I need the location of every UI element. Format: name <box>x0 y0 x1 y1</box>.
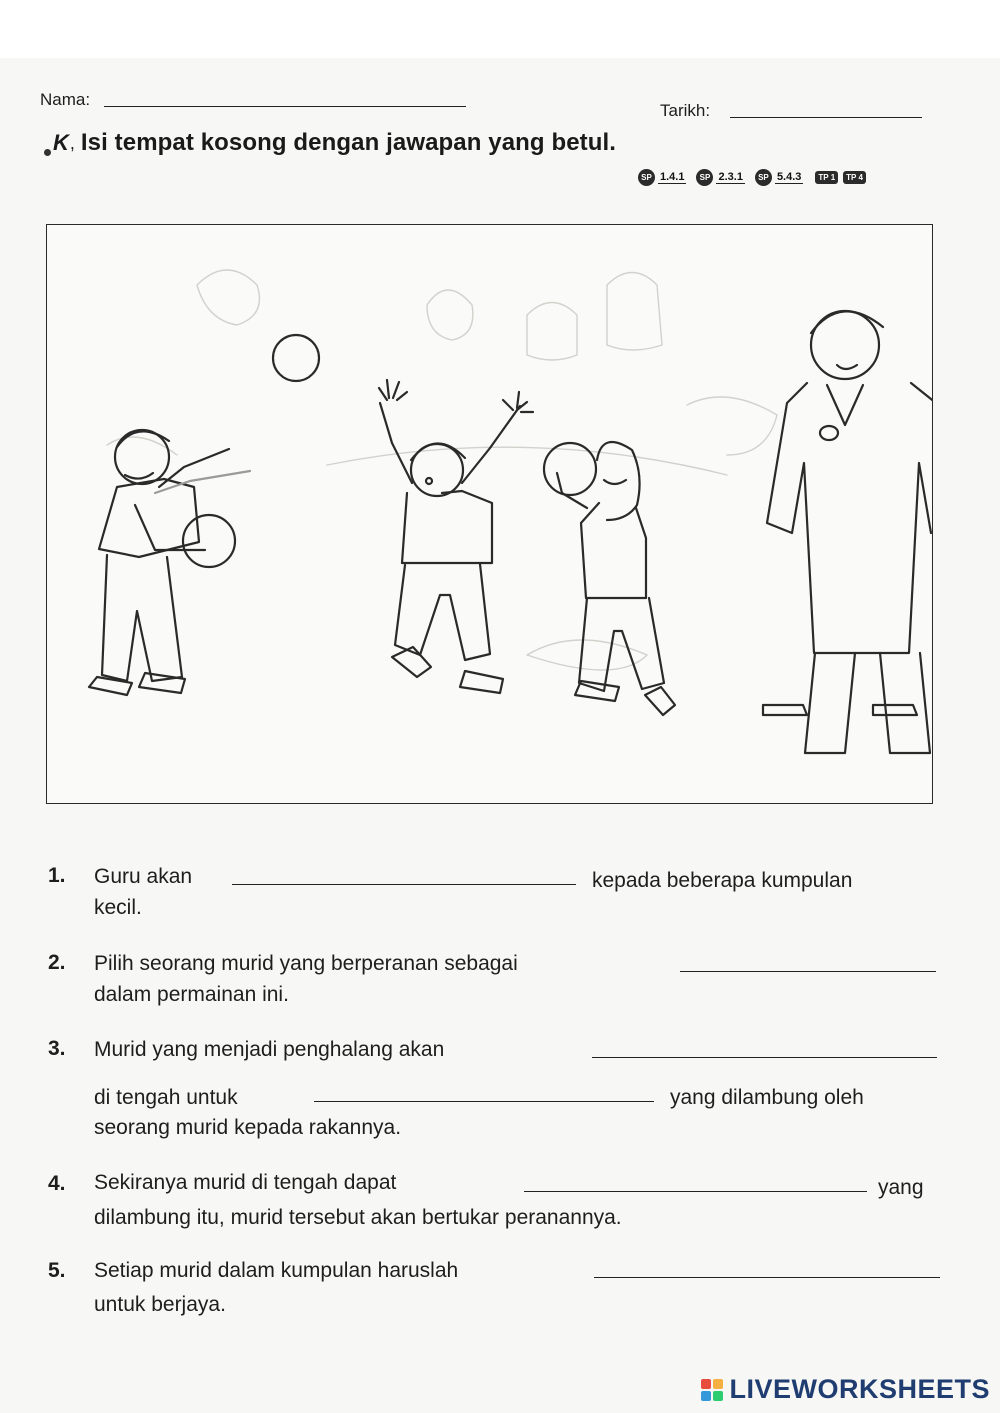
question-4-number: 4. <box>48 1172 66 1195</box>
brand-name: LIVEWORKSHEETS <box>729 1374 990 1404</box>
question-3-number: 3. <box>48 1037 66 1060</box>
sp-tag: SP 1.4.1 <box>638 169 686 186</box>
question-5-text-b: untuk berjaya. <box>94 1293 226 1316</box>
question-5-text-a: Setiap murid dalam kumpulan haruslah <box>94 1259 459 1282</box>
standards-tags <box>628 169 866 186</box>
comma-mark: , <box>69 132 75 153</box>
question-4-text-a: Sekiranya murid di tengah dapat <box>94 1171 397 1194</box>
question-5-number: 5. <box>48 1259 66 1282</box>
question-4-text-b: yang <box>878 1176 924 1199</box>
instruction-title: Isi tempat kosong dengan jawapan yang betul. <box>80 129 617 156</box>
sp-tag: SP 2.3.1 <box>696 169 744 186</box>
question-2-number: 2. <box>48 951 66 974</box>
question-3-text-c: yang dilambung oleh <box>670 1086 864 1109</box>
question-4-text-c: dilambung itu, murid tersebut akan bertukar peranannya. <box>94 1206 622 1229</box>
question-2-text-b: dalam permainan ini. <box>94 983 289 1006</box>
liveworksheets-logo <box>701 1374 990 1405</box>
question-1-text-a: Guru akan <box>94 865 193 888</box>
date-label: Tarikh: <box>660 101 711 120</box>
answer-blank-1[interactable] <box>232 884 576 885</box>
answer-blank-2[interactable] <box>680 971 936 972</box>
question-1-text-b: kepada beberapa kumpulan <box>592 869 853 892</box>
answer-blank-4[interactable] <box>524 1191 867 1192</box>
tp-tag: TP 4 <box>843 171 866 184</box>
children-playing-ball-illustration-icon <box>47 225 932 803</box>
question-2-text-a: Pilih seorang murid yang berperanan sebagai <box>94 952 518 975</box>
section-badge: K <box>53 130 69 155</box>
question-3-text-b: di tengah untuk <box>94 1086 238 1109</box>
answer-blank-5[interactable] <box>594 1277 940 1278</box>
answer-blank-3b[interactable] <box>314 1101 654 1102</box>
sp-icon: SP <box>755 169 772 186</box>
question-3-text-a: Murid yang menjadi penghalang akan <box>94 1038 445 1061</box>
name-field[interactable] <box>104 106 466 107</box>
question-1-number: 1. <box>48 864 66 887</box>
liveworksheets-grid-icon <box>701 1379 723 1401</box>
answer-blank-3a[interactable] <box>592 1057 937 1058</box>
section-title-row <box>44 129 616 157</box>
question-3-text-d: seorang murid kepada rakannya. <box>94 1116 402 1139</box>
date-field[interactable] <box>730 117 922 118</box>
sp-icon: SP <box>696 169 713 186</box>
name-label: Nama: <box>40 90 91 109</box>
illustration-frame <box>46 224 933 804</box>
sp-tag: SP 5.4.3 <box>755 169 803 186</box>
bullet-dot-icon <box>44 149 51 156</box>
tp-tag: TP 1 <box>815 171 838 184</box>
question-1-text-c: kecil. <box>94 896 142 919</box>
sp-icon: SP <box>638 169 655 186</box>
